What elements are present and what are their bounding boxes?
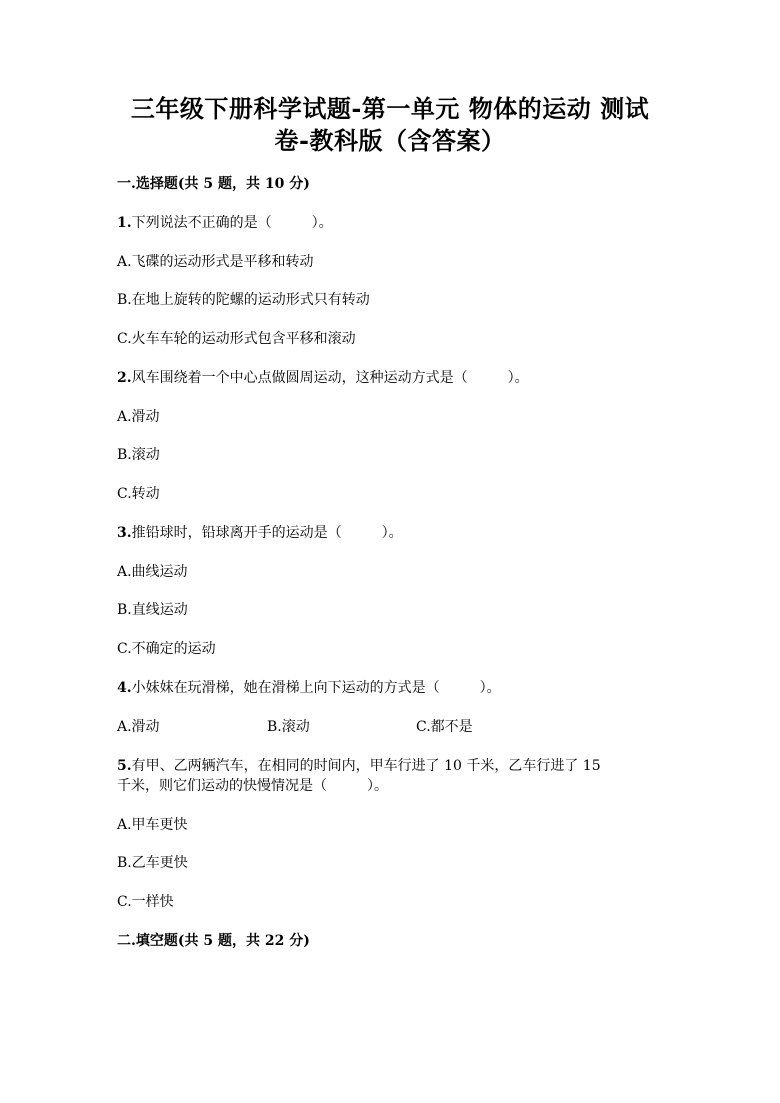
page-title-line-1: 三年级下册科学试题-第一单元 物体的运动 测试 — [130, 94, 650, 123]
question-3-option-c: C.不确定的运动 — [117, 641, 216, 657]
question-3-option-b: B.直线运动 — [117, 602, 188, 618]
question-2-option-c: C.转动 — [117, 486, 160, 502]
question-4-text-end: ）。 — [479, 680, 501, 696]
question-5-text: 有甲、乙两辆汽车，在相同的时间内，甲车行进了 10 千米，乙车行进了 15 — [131, 758, 601, 774]
question-2-option-a: A.滑动 — [117, 409, 160, 425]
question-5-option-c: C.一样快 — [117, 894, 174, 910]
question-1-stem — [117, 213, 333, 233]
question-5-stem-line-2 — [117, 776, 388, 796]
section-heading-fill-in: 二.填空题(共 5 题，共 22 分) — [117, 933, 310, 949]
question-3-text-end: ）。 — [381, 525, 403, 541]
question-2-option-b: B.滚动 — [117, 447, 160, 463]
question-4-option-a: A.滑动 — [117, 719, 160, 735]
question-2-text: 风车围绕着一个中心点做圆周运动，这种运动方式是（ — [131, 370, 468, 386]
question-4-option-b: B.滚动 — [267, 719, 310, 735]
question-3-text: 推铅球时，铅球离开手的运动是（ — [131, 525, 342, 541]
question-5-number: 5. — [117, 758, 132, 774]
question-1-option-b: B.在地上旋转的陀螺的运动形式只有转动 — [117, 292, 370, 308]
question-1-option-c: C.火车车轮的运动形式包含平移和滚动 — [117, 331, 356, 347]
question-5-text-end: ）。 — [367, 778, 388, 794]
question-2-text-end: ）。 — [507, 370, 529, 386]
page-title-line-2: 卷-教科版（含答案） — [274, 126, 506, 155]
question-2-number: 2. — [117, 370, 132, 386]
question-1-option-a: A.飞碟的运动形式是平移和转动 — [117, 254, 314, 270]
question-1-text-end: ）。 — [311, 215, 333, 231]
question-5-stem-line-1 — [117, 756, 601, 776]
question-5-option-a: A.甲车更快 — [117, 817, 188, 833]
question-4-option-c: C.都不是 — [416, 719, 473, 735]
question-5-option-b: B.乙车更快 — [117, 855, 188, 871]
question-1-text: 下列说法不正确的是（ — [131, 215, 272, 231]
question-4-text: 小妹妹在玩滑梯，她在滑梯上向下运动的方式是（ — [131, 680, 440, 696]
question-3-number: 3. — [117, 525, 132, 541]
section-heading-choice: 一.选择题(共 5 题，共 10 分) — [117, 176, 310, 192]
question-3-option-a: A.曲线运动 — [117, 564, 188, 580]
question-3-stem — [117, 523, 403, 543]
question-4-number: 4. — [117, 680, 132, 696]
question-5-text-cont: 千米，则它们运动的快慢情况是（ — [117, 778, 327, 794]
question-1-number: 1. — [117, 215, 132, 231]
question-4-stem — [117, 678, 501, 698]
question-2-stem — [117, 368, 529, 388]
